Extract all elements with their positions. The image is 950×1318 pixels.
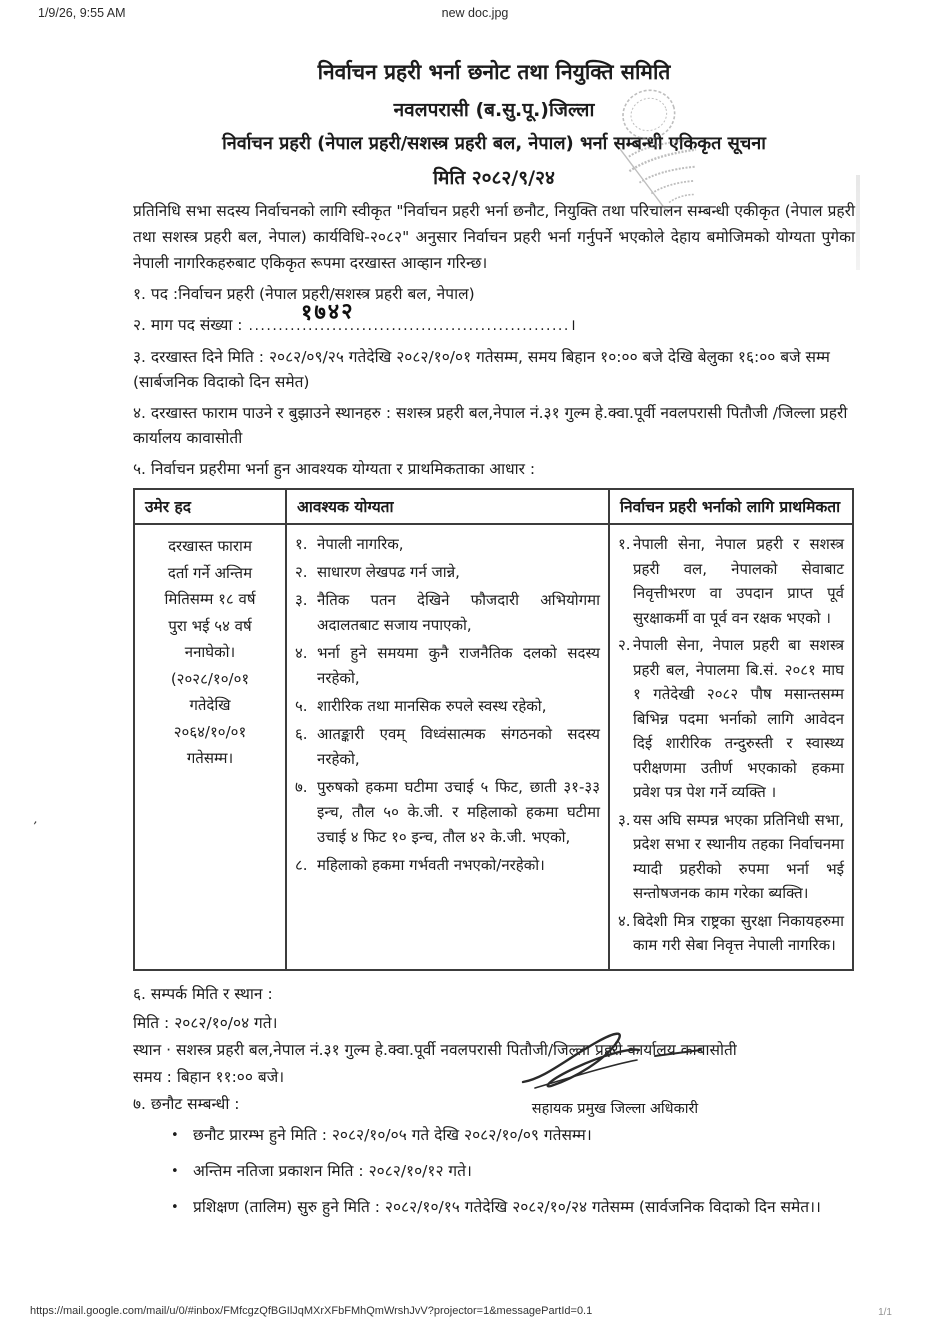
selection-bullet: • छनौट प्रारम्भ हुने मिति : २०८२/१०/०५ गते देखि २०८२/१०/०९ गतेसम्म। xyxy=(133,1122,855,1149)
scanned-notice-document xyxy=(133,58,855,1230)
age-line: पुरा भई ५४ वर्ष xyxy=(168,616,252,635)
age-line: मितिसम्म १८ वर्ष xyxy=(164,590,256,608)
selection-bullet: • प्रशिक्षण (तालिम) सुरु हुने मिति : २०८२/१०/१५ गतेदेखि २०८२/१०/२४ गतेसम्म (सार्वजनिक विदाको दिन समेत।। xyxy=(133,1194,855,1221)
bullet-icon: • xyxy=(171,1199,179,1215)
bullet-icon: • xyxy=(171,1163,179,1179)
scan-artifact-mark: ‚ xyxy=(32,811,41,828)
signatory-title: सहायक प्रमुख जिल्ला अधिकारी xyxy=(531,1101,699,1117)
priority-item: ३. यस अघि सम्पन्न भएका प्रतिनिधी सभा, प्रदेश सभा र स्थानीय तहका निर्वाचनमा म्यादी प्रहरीको रुपमा भर्ना भई सन्तोषजनक काम गरेका ब्यक्ति। xyxy=(618,810,844,902)
qualification-item: ४. भर्ना हुने समयमा कुनै राजनैतिक दलको सदस्य नरहेको, xyxy=(295,644,600,687)
table-header-row xyxy=(134,489,853,524)
age-line: गतेसम्म। xyxy=(186,749,234,767)
contact-place: स्थान · सशस्त्र प्रहरी बल,नेपाल नं.३१ गुल्म हे.क्वा.पूर्वी नवलपरासी पितौजी/जिल्ला प्रहरी कार्यालय काबासोती xyxy=(133,1040,737,1059)
qualifications-cell xyxy=(286,524,609,970)
contact-date: मिति : २०८२/१०/०४ गते। xyxy=(133,1013,278,1032)
qualification-item: ३. नैतिक पतन देखिने फौजदारी अभियोगमा अदालतबाट सजाय नपाएको, xyxy=(295,591,600,634)
age-line: (२०२८/१०/०१ xyxy=(170,669,250,688)
priority-item: २. नेपाली सेना, नेपाल प्रहरी बा सशस्त्र प्रहरी बल, नेपालमा बि.सं. २०८१ माघ १ गतेदेखी २०८२ पौष मसान्तसम्म बिभिन्न पदमा भर्नाको लागि आवेदन दिई शारीरिक तन्दुरुस्ती र स्वास्थ्य परीक्षणमा उतीर्ण भएकाको हकमा प्रवेश पत्र पेश गर्ने व्यक्ति । xyxy=(618,636,844,801)
committee-title: निर्वाचन प्रहरी भर्ना छनोट तथा नियुक्ति समिति xyxy=(317,60,671,84)
age-line: दरखास्त फाराम xyxy=(168,537,252,555)
age-line: गतेदेखि xyxy=(189,696,231,714)
line-terminator: । xyxy=(569,316,576,334)
qualification-item: ६. आतङ्कारी एवम् विध्वंसात्मक संगठनको सदस्य नरहेको, xyxy=(295,725,600,768)
selection-bullets xyxy=(133,1122,855,1221)
qualification-item: ५. शारीरिक तथा मानसिक रुपले स्वस्थ रहेको, xyxy=(295,697,547,715)
contact-heading: ६. सम्पर्क मिति र स्थान : xyxy=(133,984,273,1003)
dotted-fill-line xyxy=(248,299,576,339)
age-line: २०६४/१०/०१ xyxy=(173,722,247,741)
bullet-icon: • xyxy=(171,1127,179,1143)
district-subtitle: नवलपरासी (ब.सु.पू.)जिल्ला xyxy=(393,99,595,121)
qualification-item: ७. पुरुषको हकमा घटीमा उचाई ५ फिट, छाती ३१-३३ इन्च, तौल ५० के.जी. र महिलाको हकमा घटीमा उचाई ४ फिट १० इन्च, तौल ४२ के.जी. भएको, xyxy=(295,778,600,846)
priorities-cell xyxy=(609,524,853,970)
selection-heading: ७. छनौट सम्बन्धी : xyxy=(133,1094,240,1113)
age-line: दर्ता गर्ने अन्तिम xyxy=(167,563,253,582)
selection-bullet: • अन्तिम नतिजा प्रकाशन मिति : २०८२/१०/१२ गते। xyxy=(133,1158,855,1185)
notice-subject: निर्वाचन प्रहरी (नेपाल प्रहरी/सशस्त्र प्रहरी बल, नेपाल) भर्ना सम्बन्धी एकिकृत सूचना xyxy=(222,133,766,154)
contact-time: समय : बिहान ११:०० बजे। xyxy=(133,1067,285,1086)
item-form-locations: ४. दरखास्त फाराम पाउने र बुझाउने स्थानहरु : सशस्त्र प्रहरी बल,नेपाल नं.३१ गुल्म हे.क्वा.पूर्वी नवलपरासी पितौजी /जिल्ला प्रहरी कार्यालय कावासोती xyxy=(133,404,848,447)
qualification-item: ८. महिलाको हकमा गर्भवती नभएको/नरहेको। xyxy=(295,856,545,874)
vacancy-count-label: २. माग पद संख्या : xyxy=(133,316,243,334)
item-eligibility-heading: ५. निर्वाचन प्रहरीमा भर्ना हुन आवश्यक योग्यता र प्राथमिकताका आधार : xyxy=(133,460,536,478)
handwritten-vacancy-number: १७४२ xyxy=(300,299,355,326)
eligibility-table xyxy=(133,488,854,971)
intro-paragraph: प्रतिनिधि सभा सदस्य निर्वाचनको लागि स्वीकृत "निर्वाचन प्रहरी भर्ना छनौट, नियुक्ति तथा परिचालन सम्बन्धी एकीकृत (नेपाल प्रहरी तथा सशस्त्र प्रहरी बल, नेपाल) कार्यविधि-२०८२" अनुसार निर्वाचन प्रहरी भर्ना गर्नुपर्ने भएकोले देहाय बमोजिमको योग्यता पुगेका नेपाली नागरिकहरुबाट एकिकृत रूपमा दरखास्त आव्हान गरिन्छ। xyxy=(133,202,855,272)
print-footer-url: https://mail.google.com/mail/u/0/#inbox/FMfcgzQfBGIlJqMXrXFbFMhQmWrshJvV?projector=1&messagePartId=0.1 xyxy=(30,1305,593,1317)
signature-block xyxy=(495,1020,735,1118)
print-filename: new doc.jpg xyxy=(441,6,509,20)
header-qualifications: आवश्यक योग्यता xyxy=(286,489,609,524)
priority-item: १. नेपाली सेना, नेपाल प्रहरी र सशस्त्र प्रहरी वल, नेपालको सेवाबाट निवृत्तीभरण वा उपदान प्राप्त पूर्व सुरक्षाकर्मी वा पूर्व वन रक्षक भएको । xyxy=(618,535,844,627)
header-priorities: निर्वाचन प्रहरी भर्नाको लागि प्राथमिकता xyxy=(609,489,853,524)
print-timestamp: 1/9/26, 9:55 AM xyxy=(38,6,126,20)
dot-leaders: ...................................................... xyxy=(248,318,570,334)
item-post: १. पद :निर्वाचन प्रहरी (नेपाल प्रहरी/सशस्त्र प्रहरी बल, नेपाल) xyxy=(133,285,475,303)
qualification-item: १. नेपाली नागरिक, xyxy=(295,535,404,553)
priority-item: ४. बिदेशी मित्र राष्ट्रका सुरक्षा निकायहरुमा काम गरी सेबा निवृत्त नेपाली नागरिक। xyxy=(618,911,844,954)
signature-icon xyxy=(505,1020,725,1100)
page-indicator: 1/1 xyxy=(878,1307,892,1318)
header-age-limit: उमेर हद xyxy=(134,489,286,524)
qualification-item: २. साधारण लेखपढ गर्न जान्ने, xyxy=(295,563,460,581)
age-limit-cell xyxy=(134,524,286,970)
table-body-row xyxy=(134,524,853,970)
item-vacancy-count xyxy=(133,299,855,339)
scan-artifact-streak xyxy=(856,175,860,270)
age-line: ननाघेको। xyxy=(184,643,236,661)
notice-date: मिति २०८२/९/२४ xyxy=(433,167,555,189)
item-application-dates: ३. दरखास्त दिने मिति : २०८२/०९/२५ गतेदेखि २०८२/१०/०१ गतेसम्म, समय बिहान १०:०० बजे देखि बेलुका १६:०० बजे सम्म (सार्बजनिक विदाको दिन समेत) xyxy=(133,348,830,391)
